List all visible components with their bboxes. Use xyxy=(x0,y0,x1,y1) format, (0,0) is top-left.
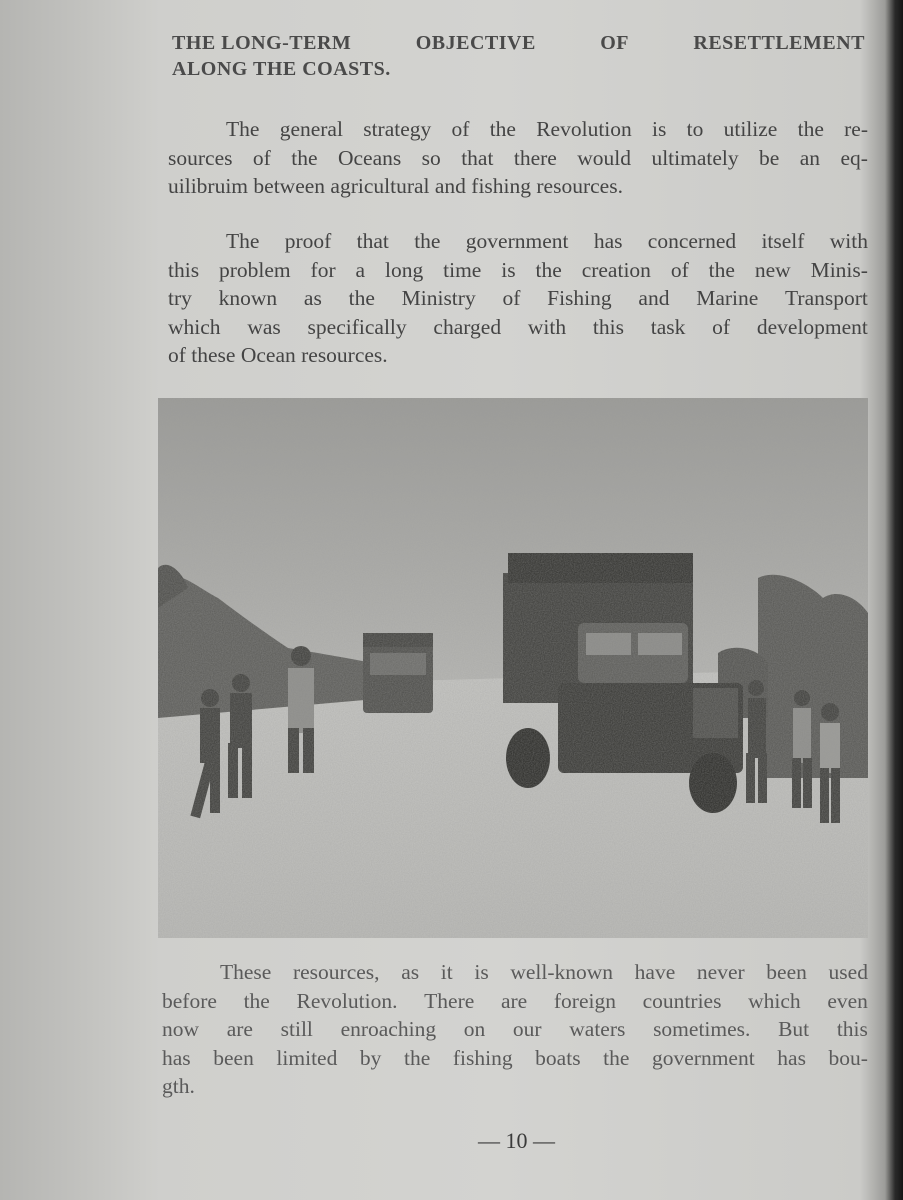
heading-word: OBJECTIVE xyxy=(415,32,536,54)
word: development xyxy=(756,314,868,339)
word: of xyxy=(502,286,521,310)
word: with xyxy=(527,314,567,339)
word: task xyxy=(650,314,686,339)
word: boats xyxy=(535,1045,581,1070)
word: before xyxy=(162,988,217,1013)
word: sometimes. xyxy=(653,1017,751,1041)
word: which xyxy=(748,988,801,1013)
word: general xyxy=(279,117,343,141)
word: the xyxy=(535,257,562,282)
word: so xyxy=(421,145,441,170)
heading-line-2: ALONG THE COASTS. xyxy=(172,58,391,80)
word: ultimately xyxy=(651,145,739,170)
text-line xyxy=(168,284,868,313)
word: with xyxy=(829,229,868,253)
word: the xyxy=(404,1045,431,1070)
word: government xyxy=(465,229,569,253)
word: on xyxy=(463,1017,486,1041)
word: this xyxy=(168,257,200,282)
word: waters xyxy=(569,1017,626,1041)
word: never xyxy=(696,960,745,984)
word: The xyxy=(226,229,260,253)
word: the xyxy=(797,117,824,141)
word: even xyxy=(827,988,868,1013)
word: Minis- xyxy=(810,257,868,282)
text-line: of these Ocean resources. xyxy=(168,343,388,367)
word: of xyxy=(712,314,731,339)
word: are xyxy=(226,1017,253,1041)
word: well-known xyxy=(510,960,614,984)
word: long xyxy=(384,257,424,282)
word: of xyxy=(252,145,271,170)
heading-word: THE LONG-TERM xyxy=(172,32,352,54)
word: Transport xyxy=(785,286,868,310)
text-line: gth. xyxy=(162,1074,195,1098)
paragraph-resources xyxy=(162,958,868,1101)
heading-word: RESETTLEMENT xyxy=(693,32,865,54)
word: Ministry xyxy=(401,286,476,310)
word: These xyxy=(220,960,272,984)
word: and xyxy=(638,286,670,310)
word: now xyxy=(162,1017,200,1041)
word: an xyxy=(799,145,821,170)
word: new xyxy=(754,257,791,282)
heading-word: OF xyxy=(600,32,629,54)
word: is xyxy=(474,960,489,984)
text-line xyxy=(162,987,868,1016)
word: government xyxy=(652,1045,755,1070)
word: as xyxy=(303,286,322,310)
word: try xyxy=(168,286,192,310)
word: Revolution xyxy=(536,117,632,141)
word: enroaching xyxy=(340,1017,437,1041)
word: of xyxy=(451,117,470,141)
word: the xyxy=(489,117,516,141)
word: the xyxy=(291,145,318,170)
word: strategy xyxy=(363,117,432,141)
word: there xyxy=(513,145,557,170)
word: is xyxy=(652,117,667,141)
word: have xyxy=(634,960,676,984)
text-line: uilibruim between agricultural and fishing resources. xyxy=(168,174,623,198)
word: our xyxy=(512,1017,542,1041)
text-line xyxy=(168,227,868,256)
word: resources, xyxy=(292,960,380,984)
word: re- xyxy=(844,117,868,141)
text-line xyxy=(162,1015,868,1044)
word: been xyxy=(213,1045,254,1070)
word: Fishing xyxy=(547,286,612,310)
word: would xyxy=(577,145,632,170)
photo-trucks-on-road xyxy=(158,398,868,938)
text-line xyxy=(168,144,868,173)
word: Oceans xyxy=(337,145,402,170)
word: a xyxy=(355,257,366,282)
word: still xyxy=(280,1017,313,1041)
word: the xyxy=(708,257,735,282)
word: specifically xyxy=(307,314,407,339)
word: problem xyxy=(218,257,291,282)
word: this xyxy=(836,1017,868,1041)
paragraph-strategy xyxy=(168,115,868,201)
word: of xyxy=(670,257,689,282)
word: The xyxy=(226,117,260,141)
text-line xyxy=(168,256,868,285)
word: that xyxy=(461,145,494,170)
word: itself xyxy=(761,229,805,253)
word: But xyxy=(778,1017,810,1041)
word: sources xyxy=(168,145,233,170)
word: concerned xyxy=(647,229,737,253)
word: charged xyxy=(433,314,502,339)
word: has xyxy=(162,1045,191,1070)
word: be xyxy=(759,145,780,170)
word: bou- xyxy=(828,1045,868,1070)
word: to xyxy=(686,117,704,141)
word: for xyxy=(310,257,336,282)
word: Revolution. xyxy=(296,988,398,1013)
word: Marine xyxy=(696,286,759,310)
text-line xyxy=(162,1044,868,1073)
word: proof xyxy=(284,229,332,253)
text-line xyxy=(168,115,868,144)
word: the xyxy=(348,286,375,310)
word: countries xyxy=(642,988,722,1013)
word: limited xyxy=(276,1045,338,1070)
word: the xyxy=(414,229,441,253)
word: as xyxy=(401,960,420,984)
text-line xyxy=(162,958,868,987)
word: has xyxy=(593,229,623,253)
word: foreign xyxy=(553,988,616,1013)
word: that xyxy=(356,229,389,253)
section-heading xyxy=(172,30,865,82)
word: the xyxy=(603,1045,630,1070)
word: used xyxy=(828,960,868,984)
word: which xyxy=(168,314,221,339)
word: eq- xyxy=(840,145,868,170)
text-line xyxy=(168,313,868,342)
word: utilize xyxy=(723,117,778,141)
word: fishing xyxy=(452,1045,513,1070)
word: the xyxy=(243,988,270,1013)
word: by xyxy=(359,1045,382,1070)
word: been xyxy=(766,960,807,984)
word: was xyxy=(247,314,281,339)
word: known xyxy=(218,286,278,310)
word: this xyxy=(592,314,624,339)
heading-line-1 xyxy=(172,30,865,56)
word: creation xyxy=(581,257,651,282)
word: There xyxy=(424,988,475,1013)
word: are xyxy=(500,988,528,1013)
word: time xyxy=(443,257,482,282)
page-number: — 10 — xyxy=(478,1128,555,1153)
word: it xyxy=(440,960,453,984)
word: is xyxy=(501,257,516,282)
word: has xyxy=(777,1045,806,1070)
paragraph-ministry xyxy=(168,227,868,370)
